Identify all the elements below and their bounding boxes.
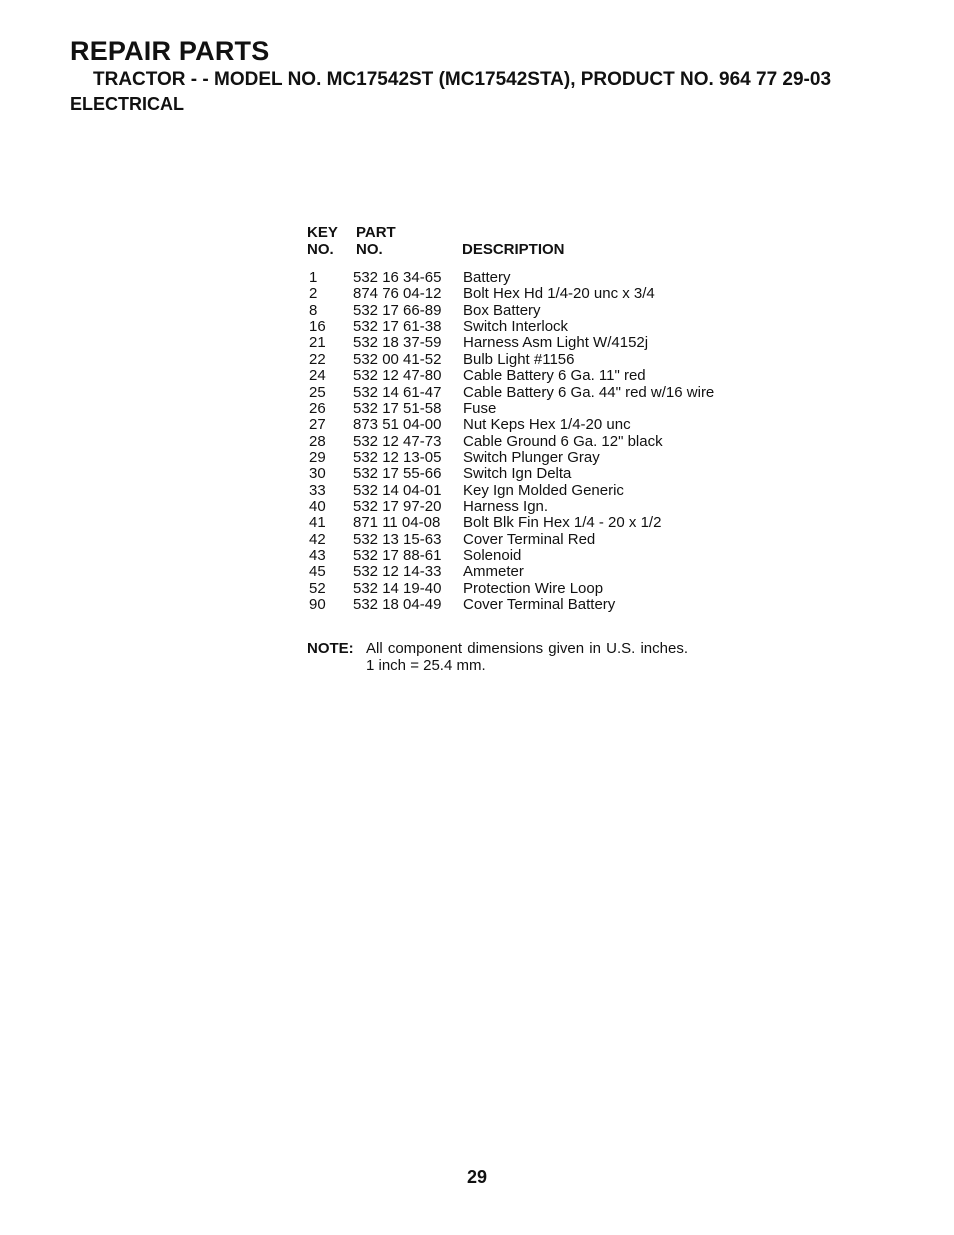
row-description: Switch Ign Delta (463, 465, 572, 483)
model-subtitle: TRACTOR - - MODEL NO. MC17542ST (MC17542STA), PRODUCT NO. 964 77 29-03 (93, 69, 832, 90)
row-key-no: 27 (309, 416, 326, 434)
table-row (307, 401, 747, 417)
row-key-no: 25 (309, 383, 326, 401)
table-row (307, 335, 747, 351)
col-part-label-1: PART (356, 224, 396, 241)
col-key-label-1: KEY (307, 224, 338, 241)
row-part-no: 871 11 04-08 (353, 514, 441, 532)
row-key-no: 1 (309, 269, 318, 286)
row-key-no: 30 (309, 465, 326, 483)
row-description: Protection Wire Loop (463, 579, 604, 597)
row-description: Harness Asm Light W/4152j (463, 334, 649, 352)
row-part-no: 532 17 97-20 (353, 498, 442, 516)
row-description: Harness Ign. (463, 498, 549, 516)
table-row (307, 450, 747, 466)
table-row (307, 319, 747, 335)
table-row (307, 466, 747, 482)
table-row (307, 483, 747, 499)
table-row (307, 286, 747, 302)
row-description: Cable Battery 6 Ga. 11" red (463, 367, 646, 385)
row-part-no: 532 00 41-52 (353, 350, 442, 368)
row-part-no: 532 17 55-66 (353, 465, 442, 483)
row-description: Box Battery (463, 301, 541, 319)
row-part-no: 532 18 04-49 (353, 596, 442, 614)
row-key-no: 40 (309, 498, 326, 516)
table-row (307, 270, 747, 286)
row-description: Bolt Blk Fin Hex 1/4 - 20 x 1/2 (463, 514, 662, 532)
parts-list-header (307, 224, 747, 270)
row-description: Nut Keps Hex 1/4-20 unc (463, 416, 631, 434)
row-description: Cover Terminal Battery (463, 596, 616, 614)
table-row (307, 548, 747, 564)
row-part-no: 532 14 04-01 (353, 481, 442, 499)
col-desc-label: DESCRIPTION (462, 241, 565, 258)
row-key-no: 28 (309, 432, 326, 450)
row-key-no: 33 (309, 481, 326, 499)
row-key-no: 52 (309, 579, 326, 597)
row-key-no: 43 (309, 547, 326, 565)
row-key-no: 42 (309, 530, 326, 548)
row-key-no: 45 (309, 563, 326, 581)
row-key-no: 26 (309, 399, 326, 417)
row-key-no: 16 (309, 318, 326, 336)
table-row (307, 352, 747, 368)
table-row (307, 597, 747, 613)
row-part-no: 532 14 61-47 (353, 383, 442, 401)
row-part-no: 532 12 47-73 (353, 432, 442, 450)
section-heading: ELECTRICAL (70, 94, 184, 114)
row-part-no: 532 18 37-59 (353, 334, 442, 352)
table-row (307, 303, 747, 319)
row-part-no: 532 14 19-40 (353, 579, 442, 597)
row-key-no: 41 (309, 514, 326, 532)
row-description: Bulb Light #1156 (463, 350, 575, 368)
row-key-no: 24 (309, 367, 326, 385)
row-part-no: 532 17 66-89 (353, 301, 442, 319)
table-row (307, 434, 747, 450)
row-description: Ammeter (463, 563, 524, 581)
row-part-no: 532 17 51-58 (353, 399, 442, 417)
row-description: Solenoid (463, 547, 522, 565)
row-key-no: 21 (309, 334, 326, 352)
note-label: NOTE: (307, 640, 354, 657)
row-part-no: 532 13 15-63 (353, 530, 442, 548)
row-key-no: 8 (309, 301, 318, 319)
row-part-no: 532 12 47-80 (353, 367, 442, 385)
row-description: Switch Plunger Gray (463, 448, 600, 466)
note-line-1: All component dimensions given in U.S. inches. (366, 640, 688, 657)
parts-list (307, 224, 747, 614)
row-description: Cover Terminal Red (463, 530, 596, 548)
table-row (307, 532, 747, 548)
table-row (307, 368, 747, 384)
row-description: Switch Interlock (463, 318, 569, 336)
row-description: Key Ign Molded Generic (463, 481, 624, 499)
col-key-label-2: NO. (307, 241, 334, 258)
row-part-no: 873 51 04-00 (353, 416, 442, 434)
parts-rows (307, 270, 747, 614)
table-row (307, 417, 747, 433)
page-number: 29 (466, 1167, 488, 1187)
table-row (307, 499, 747, 515)
row-key-no: 29 (309, 448, 326, 466)
row-part-no: 532 17 61-38 (353, 318, 442, 336)
row-description: Bolt Hex Hd 1/4-20 unc x 3/4 (463, 285, 655, 303)
row-key-no: 2 (309, 285, 318, 303)
page-title: REPAIR PARTS (70, 36, 270, 66)
table-row (307, 564, 747, 580)
row-description: Cable Ground 6 Ga. 12" black (463, 432, 663, 450)
table-row (307, 515, 747, 531)
row-description: Battery (463, 269, 511, 286)
row-part-no: 532 12 13-05 (353, 448, 442, 466)
row-description: Fuse (463, 399, 497, 417)
row-part-no: 532 12 14-33 (353, 563, 442, 581)
row-part-no: 874 76 04-12 (353, 285, 442, 303)
col-part-label-2: NO. (356, 241, 383, 258)
note-line-2: 1 inch = 25.4 mm. (366, 657, 486, 674)
row-part-no: 532 17 88-61 (353, 547, 442, 565)
row-key-no: 22 (309, 350, 326, 368)
row-key-no: 90 (309, 596, 326, 614)
row-part-no: 532 16 34-65 (353, 269, 442, 286)
row-description: Cable Battery 6 Ga. 44" red w/16 wire (463, 383, 715, 401)
table-row (307, 581, 747, 597)
table-row (307, 385, 747, 401)
